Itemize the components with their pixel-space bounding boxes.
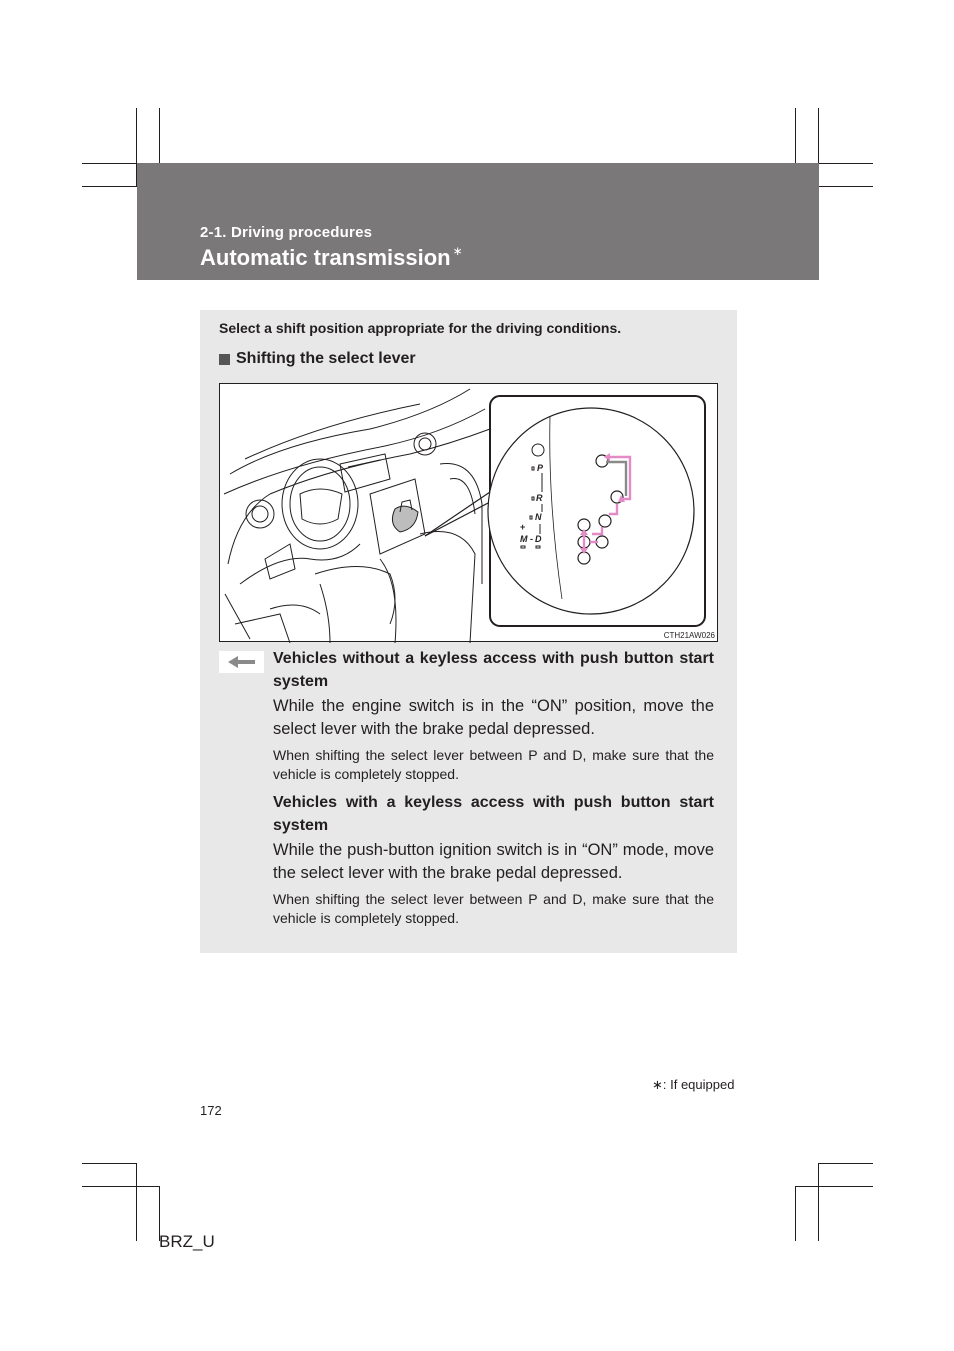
section-1-heading: Vehicles without a keyless access with push button start system [273, 650, 714, 690]
section-2 [273, 791, 714, 928]
page-number: 172 [200, 1103, 222, 1118]
crop-mark [82, 1186, 160, 1187]
crop-mark [818, 186, 873, 187]
crop-mark [818, 1163, 819, 1241]
car-interior-drawing [224, 389, 490, 643]
section-1-body: While the engine switch is in the “ON” position, move the select lever with the brake pedal depressed. [273, 697, 714, 738]
footnote: ∗: If equipped [652, 1077, 735, 1092]
section-2-heading: Vehicles with a keyless access with push button start system [273, 794, 714, 834]
gate-label-p: P [537, 463, 544, 473]
gate-label-m: M [520, 534, 528, 544]
section-label: 2-1. Driving procedures [200, 224, 373, 241]
square-bullet-icon [219, 354, 230, 365]
page-title-text: Automatic transmission [200, 245, 451, 270]
gate-label-plus: + [520, 522, 526, 532]
magnified-gate-circle [488, 408, 694, 614]
section-2-note: When shifting the select lever between P and D, make sure that the vehicle is completely stopped. [273, 891, 714, 926]
gate-position-n [599, 515, 611, 527]
subheading [219, 350, 416, 368]
crop-mark [136, 1163, 137, 1241]
callout-line [425, 502, 490, 536]
intro-text: Select a shift position appropriate for the driving conditions. [219, 320, 622, 336]
crop-mark [82, 186, 137, 187]
model-code: BRZ_U [159, 1232, 215, 1251]
figure-code: CTH21AW026 [663, 631, 715, 640]
section-1 [273, 647, 714, 784]
gate-label-n: N [535, 512, 542, 522]
gate-label-d: D [535, 534, 542, 544]
crop-mark [795, 108, 796, 164]
illustration-svg [220, 384, 719, 643]
gate-label-minus: - [530, 534, 533, 544]
crop-mark [795, 1186, 796, 1241]
page-title [200, 245, 463, 271]
crop-mark [159, 108, 160, 164]
gate-label-r: R [536, 493, 543, 503]
section-1-note: When shifting the select lever between P and D, make sure that the vehicle is completely stopped. [273, 747, 714, 782]
section-2-body: While the push-button ignition switch is in “ON” mode, move the select lever with the brake pedal depressed. [273, 841, 714, 882]
crop-mark [818, 1163, 873, 1164]
if-equipped-mark: ∗ [452, 243, 463, 258]
crop-mark [795, 1186, 873, 1187]
subheading-text: Shifting the select lever [236, 350, 416, 367]
arrow-key-marker [219, 651, 264, 673]
callout-line [425, 492, 490, 536]
shift-lever-illustration [219, 383, 718, 642]
left-arrow-icon [219, 651, 264, 673]
crop-mark [82, 1163, 137, 1164]
